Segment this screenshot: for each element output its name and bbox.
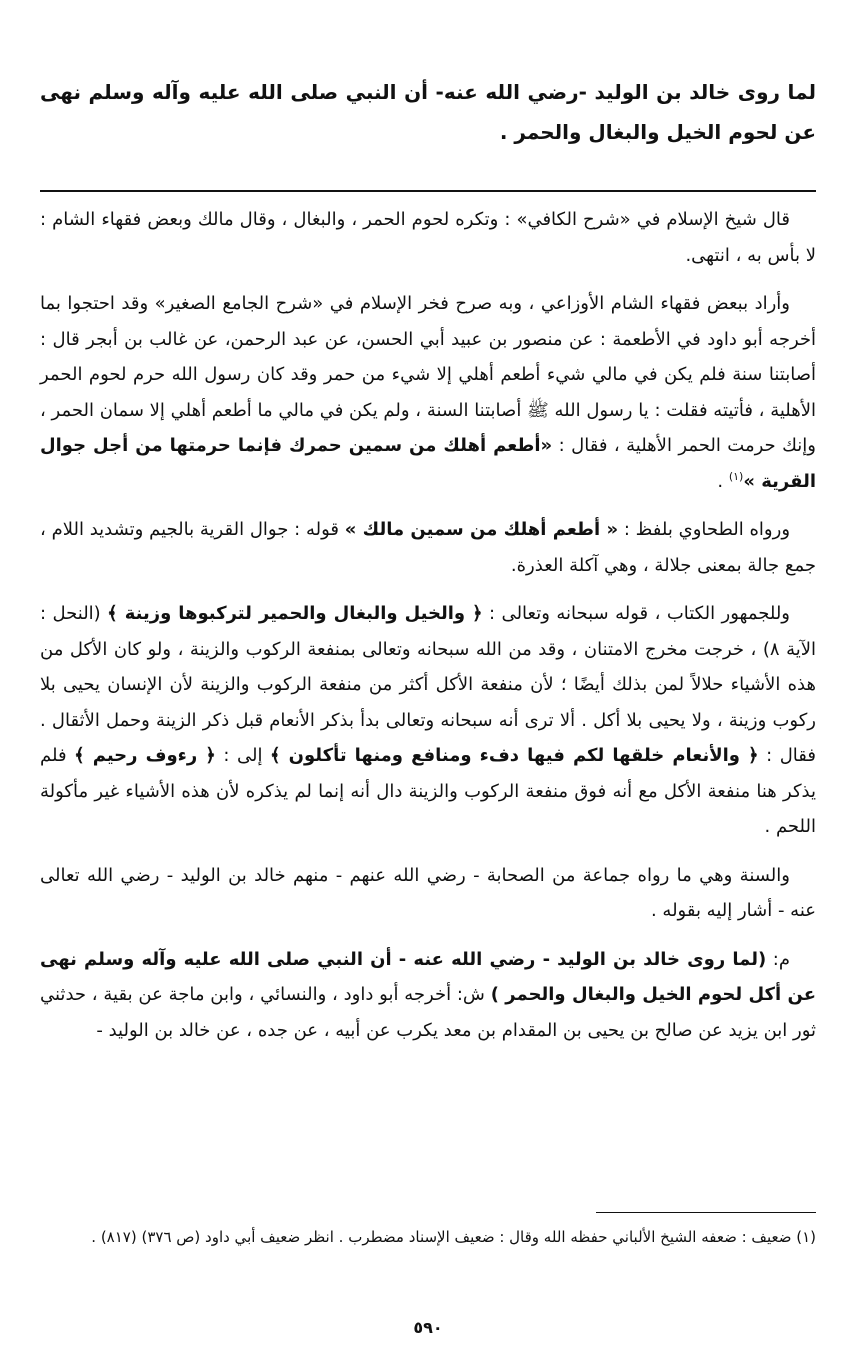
quran-verse-3: ﴿ رءوف رحيم ﴾ xyxy=(74,745,216,766)
matn-quote: (لما روى خالد بن الوليد - رضي الله عنه - أن النبي صلى الله عليه وآله وسلم نهى عن أكل لحوم الخيل والبغال والحمر ) xyxy=(40,948,816,1005)
paragraph-2-text: وأراد ببعض فقهاء الشام الأوزاعي ، وبه صرح فخر الإسلام في «شرح الجامع الصغير» وقد احتجوا بما أخرجه أبو داود في الأطعمة : عن منصور بن عبيد أبي الحسن، عن عبد الرحمن، عن غالب بن أبجر قال : أصابتنا سنة فلم يكن في مالي شيء أطعم أهلي إلا شيء من حمر وقد كان رسول الله حرم لحوم الحمر الأهلية ، فأتيته فقلت : يا رسول الله ﷺ أصابتنا السنة ، ولم يكن في مالي ما أطعم أهلي إلا سمان الحمر ، وإنك حرمت الحمر الأهلية ، فقال : xyxy=(40,293,816,456)
paragraph-6 xyxy=(40,942,816,1049)
paragraph-6-text: ش: أخرجه أبو داود ، والنسائي ، وابن ماجة عن بقية ، حدثني ثور ابن يزيد عن صالح بن يحيى بن المقدام بن معد يكرب عن أبيه ، عن جده ، عن خالد بن الوليد - xyxy=(40,984,816,1041)
footnote-separator xyxy=(596,1212,816,1213)
separator-rule xyxy=(40,190,816,192)
paragraph-6-marker: م: xyxy=(766,948,790,970)
paragraph-4 xyxy=(40,596,816,845)
paragraph-4-text-2: إلى : xyxy=(215,745,270,766)
footnote: (١) ضعيف : ضعفه الشيخ الألباني حفظه الله وقال : ضعيف الإسناد مضطرب . انظر ضعيف أبي داود (ص ٣٧٦) (٨١٧) . xyxy=(91,1228,816,1246)
paragraph-3 xyxy=(40,512,816,583)
paragraph-5: والسنة وهي ما رواه جماعة من الصحابة - رضي الله عنهم - منهم خالد بن الوليد - رضي الله تعالى عنه - أشار إليه بقوله . xyxy=(40,864,816,921)
paragraph-4-text-1: (النحل : الآية ٨) ، خرجت مخرج الامتنان ، وقد من الله سبحانه وتعالى بمنفعة الركوب والزينة ، ولو كان الأكل من هذه الأشياء حلالاً لمن بذلك أيضًا ؛ لأن منفعة الأكل أكثر من منفعة الركوب والزينة لأن الإنسان يحيى بلا ركوب وزينة ، ولا يحيى بلا أكل . ألا ترى أنه سبحانه وتعالى بدأ بذكر الأنعام قبل ذكر الزينة وحمل الأثقال . فقال : xyxy=(40,603,817,766)
matn-text: لما روى خالد بن الوليد -رضي الله عنه- أن النبي صلى الله عليه وآله وسلم نهى عن لحوم الخيل والبغال والحمر . xyxy=(40,80,816,144)
hadith-quote: «أطعم أهلك من سمين حمرك فإنما حرمتها من أجل جوال القرية » xyxy=(40,435,816,492)
paragraph-3-text: قوله : جوال القرية بالجيم وتشديد اللام ، جمع جالة بمعنى جلالة ، وهي آكلة العذرة. xyxy=(40,519,816,576)
footnote-marker[interactable]: (١) xyxy=(728,469,744,483)
paragraph-1: قال شيخ الإسلام في «شرح الكافي» : وتكره لحوم الحمر ، والبغال ، وقال مالك وبعض فقهاء الشام : لا بأس به ، انتهى. xyxy=(40,209,816,266)
tahawi-quote: « أطعم أهلك من سمين مالك » xyxy=(344,519,619,540)
quran-verse-1: ﴿ والخيل والبغال والحمير لتركبوها وزينة ﴾ xyxy=(107,603,483,624)
paragraph-2-end: . xyxy=(717,470,729,492)
commentary-body xyxy=(40,202,816,1061)
paragraph-3-intro: ورواه الطحاوي بلفظ : xyxy=(618,519,791,540)
paragraph-4-intro: وللجمهور الكتاب ، قوله سبحانه وتعالى : xyxy=(482,603,790,624)
paragraph-4-text-3: فلم يذكر هنا منفعة الأكل مع أنه فوق منفعة الركوب والزينة دال أنه إنما لم يذكره لأن هذه الأشياء غير مأكولة اللحم . xyxy=(40,745,816,837)
page-number: ٥٩٠ xyxy=(413,1318,443,1337)
paragraph-2 xyxy=(40,286,816,499)
quran-verse-2: ﴿ والأنعام خلقها لكم فيها دفء ومنافع ومنها تأكلون ﴾ xyxy=(270,745,759,766)
